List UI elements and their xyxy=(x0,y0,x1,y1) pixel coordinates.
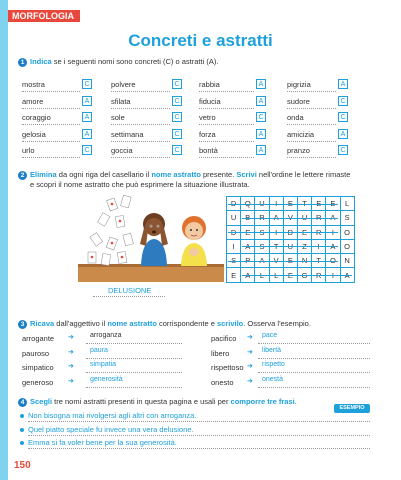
ex1-row-line xyxy=(199,108,254,109)
ex2-instruction: 2 Elimina da ogni riga del casellario il nome astratto presente. Scrivi nell'ordine le lettere rimaste xyxy=(18,170,350,180)
ex1-row-line xyxy=(287,91,336,92)
ex3-adjective: rispettoso xyxy=(211,363,244,372)
ex1-answer-box: A xyxy=(256,96,266,106)
ex4-sentence-text: Emma si fa voler bene per la sua generosità. xyxy=(28,438,177,447)
ex3-answer-line xyxy=(86,358,182,359)
ex3-adjective: arrogante xyxy=(22,334,55,343)
ex1-row-line xyxy=(199,157,254,158)
ex2-answer-line xyxy=(93,296,165,297)
ex1-word: pigrizia xyxy=(287,80,311,89)
ex1-answer-box: A xyxy=(256,79,266,89)
ex1-row-line xyxy=(111,141,170,142)
ex1-row-line xyxy=(287,108,336,109)
ex1-row-line xyxy=(199,91,254,92)
ex4-line xyxy=(28,435,370,436)
ex1-word: gelosia xyxy=(22,129,46,139)
ex1-row-line xyxy=(22,108,80,109)
grid-cell: O xyxy=(340,239,354,253)
grid-cell: U xyxy=(283,239,297,253)
ex3-answer-line xyxy=(86,372,182,373)
ex4-instruction: 4 Scegli tre nomi astratti presenti in questa pagina e usali per comporre tre frasi. xyxy=(18,397,297,407)
ex3-answer: paura xyxy=(90,346,108,354)
grid-cell: R xyxy=(312,211,326,225)
ex3-answer-line xyxy=(258,358,370,359)
grid-cell: I xyxy=(269,197,283,211)
ex2-answer: DELUSIONE xyxy=(108,286,152,295)
grid-cell: Z xyxy=(297,239,311,253)
ex1-answer-box: C xyxy=(82,145,92,155)
grid-cell: U xyxy=(227,211,241,225)
grid-cell: A xyxy=(269,211,283,225)
ex4-line xyxy=(28,421,370,422)
ex1-row-line xyxy=(111,91,170,92)
grid-cell: Q xyxy=(241,197,255,211)
ex1-answer-box: C xyxy=(82,79,92,89)
page-sidebar xyxy=(0,0,8,480)
page-number: 150 xyxy=(14,460,31,471)
ex1-word: forza xyxy=(199,129,216,139)
ex4-number: 4 xyxy=(18,398,27,407)
grid-cell: E xyxy=(312,197,326,211)
ex3-number: 3 xyxy=(18,320,27,329)
grid-strike-line xyxy=(228,261,338,262)
ex1-row-line xyxy=(22,141,80,142)
grid-cell: N xyxy=(297,254,311,268)
grid-cell: N xyxy=(340,254,354,268)
ex3-adjective: simpatico xyxy=(22,363,54,372)
ex1-answer-box: C xyxy=(172,145,182,155)
ex1-answer-box: A xyxy=(82,112,92,122)
grid-strike-line xyxy=(228,204,338,205)
grid-cell: E xyxy=(326,197,340,211)
ex1-word: polvere xyxy=(111,80,136,89)
grid-cell: E xyxy=(227,268,241,282)
ex3-adjective: pauroso xyxy=(22,348,50,358)
ex1-word: sudore xyxy=(287,96,310,106)
ex1-word: goccia xyxy=(111,146,133,155)
ex3-adjective: onesto xyxy=(211,377,234,387)
grid-cell: R xyxy=(255,211,269,225)
grid-cell: E xyxy=(283,197,297,211)
ex1-word: amicizia xyxy=(287,129,315,139)
grid-cell: R xyxy=(312,225,326,239)
grid-cell: L xyxy=(340,197,354,211)
ex1-word: sole xyxy=(111,113,125,122)
ex4-sentence-text: Quel piatto speciale fu invece una vera delusione. xyxy=(28,424,194,434)
page-title: Concreti e astratti xyxy=(128,31,273,50)
ex1-row-line xyxy=(199,141,254,142)
grid-cell: I xyxy=(326,225,340,239)
grid-cell: L xyxy=(269,268,283,282)
grid-strike-line xyxy=(242,218,337,219)
ex3-answer: simpatia xyxy=(90,361,117,368)
arrow-right-icon: ➜ xyxy=(68,348,74,356)
ex1-word: bontà xyxy=(199,146,218,155)
grid-cell: S xyxy=(255,239,269,253)
ex2-number: 2 xyxy=(18,171,27,180)
ex1-row-line xyxy=(111,108,170,109)
grid-cell: V xyxy=(283,211,297,225)
ex1-row-line xyxy=(111,157,170,158)
grid-cell: U xyxy=(255,197,269,211)
ex1-row-line xyxy=(22,91,80,92)
ex1-word: urlo xyxy=(22,146,35,155)
ex3-answer: generosità xyxy=(90,375,123,383)
grid-cell: I xyxy=(326,268,340,282)
ex3-adjective: pacifico xyxy=(211,334,237,343)
ex4-sentence xyxy=(20,411,196,420)
ex1-word: pranzo xyxy=(287,146,310,155)
grid-strike-line xyxy=(228,232,338,233)
grid-cell: B xyxy=(241,211,255,225)
arrow-right-icon: ➜ xyxy=(247,334,253,341)
grid-cell: G xyxy=(297,268,311,282)
grid-cell: E xyxy=(241,225,255,239)
grid-cell: T xyxy=(297,197,311,211)
grid-cell: O xyxy=(340,225,354,239)
ex1-word: rabbia xyxy=(199,80,220,89)
ex4-sentence xyxy=(20,438,177,447)
grid-cell: T xyxy=(269,239,283,253)
ex3-answer-line xyxy=(86,343,182,344)
grid-cell: S xyxy=(227,254,241,268)
bullet-icon xyxy=(20,441,24,445)
grid-cell: U xyxy=(297,211,311,225)
grid-cell: R xyxy=(312,268,326,282)
section-tag: MORFOLOGIA xyxy=(8,10,80,22)
ex1-answer-box: A xyxy=(338,129,348,139)
arrow-right-icon: ➜ xyxy=(68,363,74,370)
ex3-instruction: 3 Ricava dall'aggettivo il nome astratto corrispondente e scrivilo. Osserva l'esempio. xyxy=(18,319,311,329)
grid-cell: S xyxy=(340,211,354,225)
grid-cell: E xyxy=(283,254,297,268)
grid-cell: A xyxy=(255,254,269,268)
grid-cell: A xyxy=(340,268,354,282)
arrow-right-icon: ➜ xyxy=(247,363,253,370)
illustration-cards-children xyxy=(78,194,224,282)
grid-cell: E xyxy=(297,225,311,239)
ex3-answer: onestà xyxy=(262,375,284,383)
ex1-answer-box: C xyxy=(172,112,182,122)
ex1-word: mostra xyxy=(22,80,45,89)
grid-cell: D xyxy=(283,225,297,239)
grid-cell: A xyxy=(326,239,340,253)
ex1-word: fiducia xyxy=(199,96,221,106)
esempio-badge: ESEMPIO xyxy=(334,404,370,413)
ex1-answer-box: C xyxy=(338,145,348,155)
ex1-answer-box: A xyxy=(338,79,348,89)
grid-cell: T xyxy=(312,254,326,268)
ex3-answer-line xyxy=(258,387,370,388)
ex3-adjective: libero xyxy=(211,348,230,358)
grid-cell: L xyxy=(255,268,269,282)
grid-cell: A xyxy=(326,211,340,225)
ex1-word: amore xyxy=(22,96,44,106)
ex4-line xyxy=(28,448,370,449)
ex1-answer-box: A xyxy=(82,129,92,139)
ex1-word: coraggio xyxy=(22,113,51,122)
ex1-answer-box: C xyxy=(172,96,182,106)
ex3-answer: libertà xyxy=(262,346,282,354)
arrow-right-icon: ➜ xyxy=(247,377,253,385)
grid-cell: O xyxy=(326,254,340,268)
ex1-answer-box: C xyxy=(338,96,348,106)
grid-cell: A xyxy=(241,239,255,253)
grid-cell: V xyxy=(269,254,283,268)
arrow-right-icon: ➜ xyxy=(68,377,74,385)
ex2-instruction-line2: e scopri il nome astratto che può esprimere la situazione illustrata. xyxy=(30,180,250,189)
ex1-answer-box: A xyxy=(82,96,92,106)
grid-cell: E xyxy=(283,268,297,282)
grid-strike-line xyxy=(242,246,337,247)
ex3-answer: pace xyxy=(262,332,278,339)
ex1-answer-box: C xyxy=(172,129,182,139)
ex1-word: sfilata xyxy=(111,96,131,106)
grid-cell: I xyxy=(227,239,241,253)
ex3-answer: arroganza xyxy=(90,332,122,339)
ex1-row-line xyxy=(287,124,336,125)
arrow-right-icon: ➜ xyxy=(68,334,74,341)
grid-cell: I xyxy=(269,225,283,239)
ex1-row-line xyxy=(287,141,336,142)
ex1-answer-box: C xyxy=(256,112,266,122)
ex3-answer-line xyxy=(258,343,370,344)
ex1-answer-box: C xyxy=(338,112,348,122)
ex1-answer-box: A xyxy=(256,129,266,139)
ex3-answer-line xyxy=(258,372,370,373)
grid-strike-line xyxy=(242,275,352,276)
grid-cell: I xyxy=(312,239,326,253)
ex1-row-line xyxy=(199,124,254,125)
bullet-icon xyxy=(20,414,24,418)
ex4-sentence xyxy=(20,425,194,434)
grid-cell: P xyxy=(241,254,255,268)
grid-cell: D xyxy=(227,225,241,239)
grid-cell: D xyxy=(227,197,241,211)
grid-cell: S xyxy=(255,225,269,239)
ex4-sentence-text: Non bisogna mai rivolgersi agli altri con arroganza. xyxy=(28,411,197,420)
ex1-row-line xyxy=(22,157,80,158)
ex1-instruction: 1 Indica se i seguenti nomi sono concreti (C) o astratti (A). xyxy=(18,57,218,67)
ex1-row-line xyxy=(111,124,170,125)
ex1-word: onda xyxy=(287,113,304,122)
bullet-icon xyxy=(20,428,24,432)
ex3-answer-line xyxy=(86,387,182,388)
ex3-answer: rispetto xyxy=(262,361,285,368)
ex1-word: vetro xyxy=(199,113,216,122)
ex1-row-line xyxy=(22,124,80,125)
grid-cell: A xyxy=(241,268,255,282)
ex2-letter-grid xyxy=(226,196,355,283)
ex3-adjective: generoso xyxy=(22,377,54,387)
ex1-row-line xyxy=(287,157,336,158)
ex1-answer-box: A xyxy=(256,145,266,155)
ex1-answer-box: C xyxy=(172,79,182,89)
ex1-number: 1 xyxy=(18,58,27,67)
arrow-right-icon: ➜ xyxy=(247,348,253,356)
ex1-word: settimana xyxy=(111,129,144,139)
